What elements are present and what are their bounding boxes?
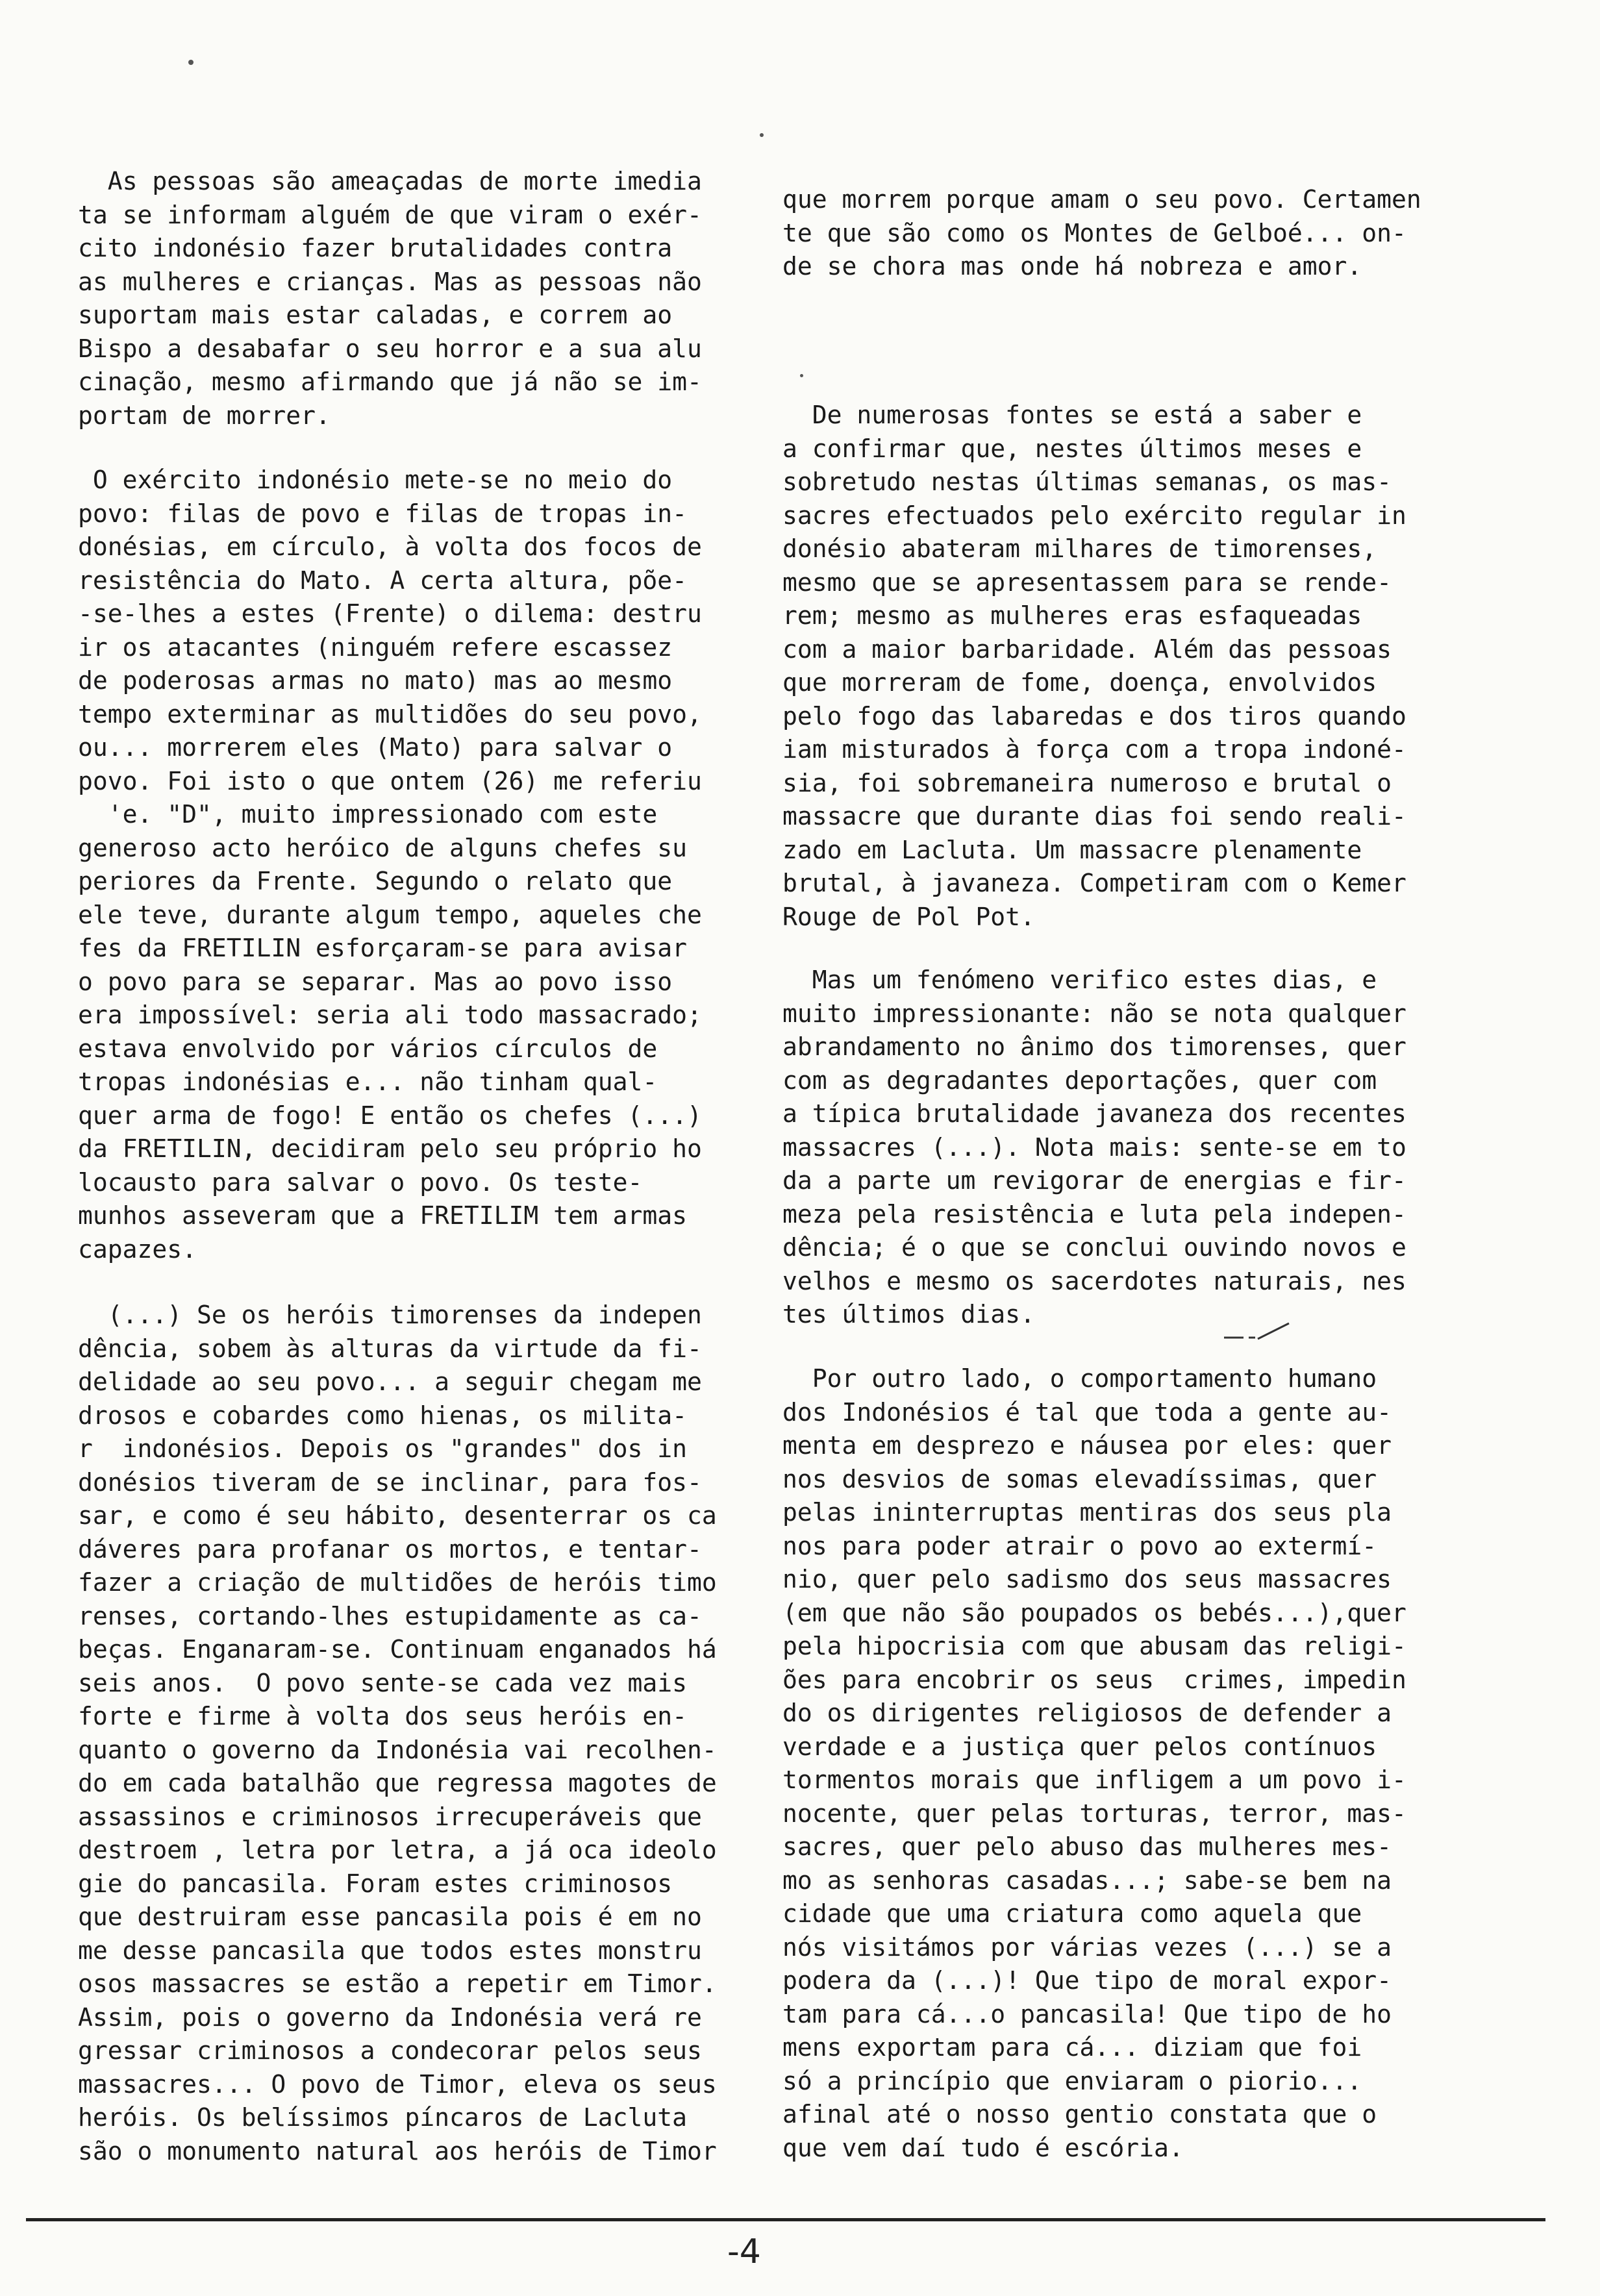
text-line: brutal, à javaneza. Competiram com o Kemer: [782, 869, 1406, 897]
text-line: ou... morrerem eles (Mato) para salvar o: [78, 733, 673, 762]
text-line: renses, cortando-lhes estupidamente as ca-: [78, 1601, 702, 1630]
text-line: fes da FRETILIN esforçaram-se para avisar: [78, 934, 687, 962]
text-line: da a parte um revigorar de energias e fir-: [782, 1166, 1406, 1195]
text-line: povo. Foi isto o que ontem (26) me referiu: [78, 766, 702, 795]
text-line: quer arma de fogo! E então os chefes (...): [78, 1101, 702, 1130]
text-line: ões para encobrir os seus crimes, impedin: [782, 1665, 1406, 1694]
text-line: tes últimos dias.: [782, 1300, 1035, 1329]
text-line: são o monumento natural aos heróis de Timor: [78, 2136, 717, 2165]
text-line: da FRETILIN, decidiram pelo seu próprio ho: [78, 1134, 702, 1163]
text-line: Assim, pois o governo da Indonésia verá re: [78, 2003, 702, 2032]
text-line: dência, sobem às alturas da virtude da fi-: [78, 1334, 702, 1363]
right-column: [782, 0, 1516, 2234]
text-line: (...) Se os heróis timorenses da indepen: [78, 1301, 702, 1329]
text-line: do em cada batalhão que regressa magotes de: [78, 1769, 717, 1797]
text-line: Por outro lado, o comportamento humano: [782, 1364, 1377, 1393]
text-line: nos desvios de somas elevadíssimas, quer: [782, 1464, 1377, 1493]
text-line: massacres... O povo de Timor, eleva os seus: [78, 2069, 717, 2099]
text-line: só a princípio que enviaram o piorio...: [782, 2066, 1362, 2095]
text-line: tempo exterminar as multidões do seu povo,: [78, 699, 702, 729]
text-line: delidade ao seu povo... a seguir chegam me: [78, 1367, 702, 1396]
left-column: [78, 0, 747, 2234]
scan-speck: [188, 60, 194, 65]
text-line: nio, quer pelo sadismo dos seus massacres: [782, 1565, 1392, 1593]
text-line: que morreram de fome, doença, envolvidos: [782, 668, 1377, 697]
text-line: osos massacres se estão a repetir em Timor.: [78, 1969, 717, 1998]
text-line: cito indonésio fazer brutalidades contra: [78, 234, 673, 262]
text-line: podera da (...)! Que tipo de moral expor-: [782, 1966, 1392, 1995]
text-line: 'e. "D", muito impressionado com este: [78, 800, 658, 829]
text-line: fazer a criação de multidões de heróis timo: [78, 1568, 717, 1597]
text-line: menta em desprezo e náusea por eles: quer: [782, 1431, 1392, 1460]
page-number-value: 4: [739, 2232, 761, 2271]
text-line: massacre que durante dias foi sendo reali-: [782, 802, 1406, 830]
text-line: Bispo a desabafar o seu horror e a sua alu: [78, 334, 702, 363]
text-line: dência; é o que se conclui ouvindo novos e: [782, 1233, 1406, 1262]
text-line: iam misturados à força com a tropa indoné-: [782, 735, 1406, 764]
text-line: destroem , letra por letra, a já oca ideolo: [78, 1836, 717, 1864]
text-line: portam de morrer.: [78, 401, 331, 430]
scan-speck: [800, 374, 803, 377]
text-line: suportam mais estar caladas, e correm ao: [78, 301, 673, 329]
text-line: forte e firme à volta dos seus heróis en-: [78, 1702, 687, 1730]
page-number: [727, 2232, 761, 2271]
text-line: Mas um fenómeno verifico estes dias, e: [782, 966, 1377, 994]
text-line: com a maior barbaridade. Além das pessoas: [782, 634, 1392, 664]
paragraph: [782, 1362, 1516, 2165]
paragraph: [782, 399, 1516, 934]
text-line: periores da Frente. Segundo o relato que: [78, 867, 673, 895]
text-line: pelo fogo das labaredas e dos tiros quando: [782, 701, 1406, 730]
text-line: generoso acto heróico de alguns chefes su: [78, 833, 687, 862]
text-line: sar, e como é seu hábito, desenterrar os ca: [78, 1501, 717, 1530]
text-line: a típica brutalidade javaneza dos recentes: [782, 1099, 1406, 1128]
text-line: zado em Lacluta. Um massacre plenamente: [782, 835, 1362, 864]
text-line: cinação, mesmo afirmando que já não se im-: [78, 368, 702, 396]
text-line: O exército indonésio mete-se no meio do: [78, 466, 673, 494]
text-line: tropas indonésias e... não tinham qual-: [78, 1067, 658, 1096]
text-line: dáveres para profanar os mortos, e tentar-: [78, 1534, 702, 1564]
text-line: -se-lhes a estes (Frente) o dilema: destru: [78, 599, 702, 628]
text-line: ele teve, durante algum tempo, aqueles che: [78, 900, 702, 929]
text-line: munhos asseveram que a FRETILIM tem armas: [78, 1201, 687, 1230]
text-line: resistência do Mato. A certa altura, põe-: [78, 566, 687, 595]
text-line: nós visitámos por várias vezes (...) se a: [782, 1932, 1392, 1962]
text-line: De numerosas fontes se está a saber e: [782, 401, 1362, 429]
paragraph: [78, 165, 747, 432]
text-line: sia, foi sobremaneira numeroso e brutal o: [782, 768, 1392, 797]
text-line: que destruiram esse pancasila pois é em no: [78, 1903, 702, 1931]
paragraph: [78, 1299, 747, 2168]
text-line: povo: filas de povo e filas de tropas in-: [78, 499, 687, 528]
text-line: pelas ininterruptas mentiras dos seus pla: [782, 1498, 1392, 1527]
text-line: meza pela resistência e luta pela indepen-: [782, 1199, 1406, 1229]
text-line: nocente, quer pelas torturas, terror, mas-: [782, 1799, 1406, 1828]
text-line: gressar criminosos a condecorar pelos seus: [78, 2036, 702, 2065]
text-line: As pessoas são ameaçadas de morte imedia: [78, 167, 702, 195]
text-line: que vem daí tudo é escória.: [782, 2133, 1184, 2162]
scan-speck: [760, 133, 764, 137]
text-line: heróis. Os belíssimos píncaros de Lacluta: [78, 2103, 687, 2132]
text-line: te que são como os Montes de Gelboé... on-: [782, 218, 1406, 247]
text-line: massacres (...). Nota mais: sente-se em to: [782, 1132, 1406, 1162]
separator-mark: [1218, 1319, 1295, 1345]
text-line: sobretudo nestas últimas semanas, os mas-: [782, 468, 1392, 496]
text-line: donésio abateram milhares de timorenses,: [782, 534, 1377, 563]
text-line: que morrem porque amam o seu povo. Certamen: [782, 185, 1421, 214]
text-line: a confirmar que, nestes últimos meses e: [782, 434, 1362, 463]
text-line: seis anos. O povo sente-se cada vez mais: [78, 1668, 687, 1697]
text-line: drosos e cobardes como hienas, os milita-: [78, 1401, 687, 1430]
text-line: donésias, em círculo, à volta dos focos de: [78, 532, 702, 561]
text-line: rem; mesmo as mulheres eras esfaqueadas: [782, 601, 1362, 630]
text-line: mo as senhoras casadas...; sabe-se bem na: [782, 1866, 1392, 1895]
text-line: ir os atacantes (ninguém refere escassez: [78, 632, 673, 662]
text-line: mesmo que se apresentassem para se rende-: [782, 568, 1392, 597]
text-line: tam para cá...o pancasila! Que tipo de ho: [782, 1999, 1392, 2028]
text-line: com as degradantes deportações, quer com: [782, 1066, 1377, 1095]
text-line: do os dirigentes religiosos de defender a: [782, 1699, 1392, 1727]
text-line: muito impressionante: não se nota qualquer: [782, 999, 1406, 1028]
text-line: o povo para se separar. Mas ao povo isso: [78, 967, 673, 996]
text-line: abrandamento no ânimo dos timorenses, quer: [782, 1032, 1406, 1061]
text-line: afinal até o nosso gentio constata que o: [782, 2100, 1377, 2128]
text-line: de poderosas armas no mato) mas ao mesmo: [78, 666, 673, 695]
text-line: r indonésios. Depois os "grandes" dos in: [78, 1434, 687, 1463]
text-line: dos Indonésios é tal que toda a gente au-: [782, 1397, 1392, 1427]
paragraph: [782, 183, 1516, 284]
text-line: assassinos e criminosos irrecuperáveis que: [78, 1802, 702, 1831]
text-line: (em que não são poupados os bebés...),quer: [782, 1598, 1406, 1627]
text-line: pela hipocrisia com que abusam das religi-: [782, 1632, 1406, 1660]
text-line: estava envolvido por vários círculos de: [78, 1034, 658, 1063]
text-line: locausto para salvar o povo. Os teste-: [78, 1167, 643, 1197]
text-line: quanto o governo da Indonésia vai recolhen-: [78, 1735, 717, 1764]
footer-rule: [26, 2218, 1545, 2221]
text-line: velhos e mesmo os sacerdotes naturais, nes: [782, 1266, 1406, 1295]
text-line: cidade que uma criatura como aquela que: [782, 1899, 1362, 1928]
text-line: ta se informam alguém de que viram o exér-: [78, 200, 702, 229]
text-line: nos para poder atrair o povo ao extermí-: [782, 1531, 1377, 1560]
text-line: Rouge de Pol Pot.: [782, 902, 1035, 931]
text-line: as mulheres e crianças. Mas as pessoas não: [78, 267, 702, 296]
paragraph: [78, 464, 747, 1266]
text-line: era impossível: seria ali todo massacrado;: [78, 1001, 702, 1029]
text-line: me desse pancasila que todos estes monstru: [78, 1936, 702, 1965]
text-line: donésios tiveram de se inclinar, para fos-: [78, 1467, 702, 1497]
text-line: beças. Enganaram-se. Continuam enganados há: [78, 1635, 717, 1664]
text-line: capazes.: [78, 1234, 197, 1264]
text-line: mens exportam para cá... diziam que foi: [782, 2033, 1362, 2062]
text-line: sacres, quer pelo abuso das mulheres mes-: [782, 1832, 1392, 1861]
text-line: de se chora mas onde há nobreza e amor.: [782, 252, 1362, 281]
text-line: gie do pancasila. Foram estes criminosos: [78, 1869, 673, 1898]
page-number-dash: -: [727, 2232, 740, 2271]
text-line: sacres efectuados pelo exército regular in: [782, 501, 1406, 530]
text-line: tormentos morais que infligem a um povo i-: [782, 1766, 1406, 1794]
text-line: verdade e a justiça quer pelos contínuos: [782, 1732, 1377, 1761]
paragraph: [782, 964, 1516, 1332]
